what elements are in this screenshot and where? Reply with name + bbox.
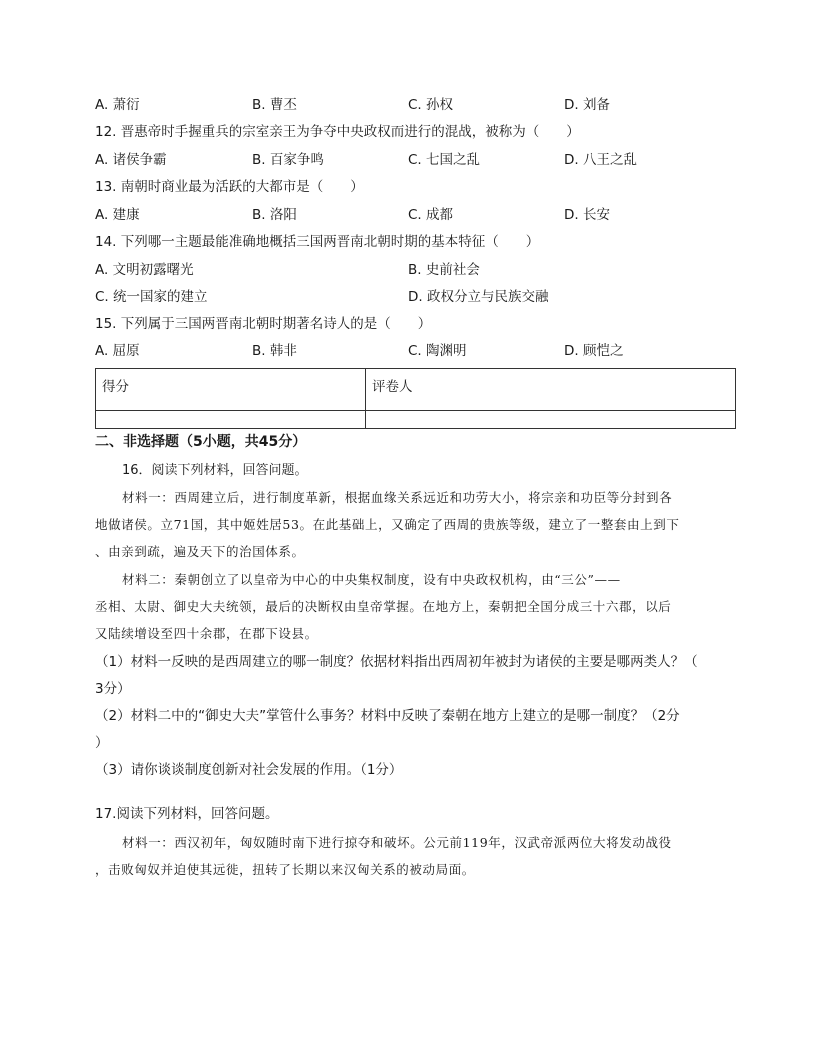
score-header: 得分 — [96, 369, 366, 411]
q11-option-a: A. 萧衍 — [95, 97, 140, 113]
q15-option-b: B. 韩非 — [252, 343, 297, 359]
q14-stem: 14. 下列哪一主题最能准确地概括三国两晋南北朝时期的基本特征（ ） — [95, 234, 540, 250]
q12-option-c: C. 七国之乱 — [408, 152, 481, 168]
q17-material1-line: ，击败匈奴并迫使其远徙，扭转了长期以来汉匈关系的被动局面。 — [95, 862, 475, 877]
q15-option-a: A. 屈原 — [95, 343, 140, 359]
section-title: 二、非选择题（5小题，共45分） — [95, 434, 307, 450]
q16-material2-line: 丞相、太尉、御史大夫统领，最后的决断权由皇帝掌握。在地方上，秦朝把全国分成三十六郡，以后 — [95, 599, 672, 614]
grader-cell — [366, 411, 736, 429]
q14-option-b: B. 史前社会 — [408, 262, 480, 278]
q13-option-b: B. 洛阳 — [252, 207, 297, 223]
q15-option-d: D. 顾恺之 — [564, 343, 624, 359]
q17-stem: 17.阅读下列材料，回答问题。 — [95, 806, 279, 822]
q16-sub2: （2）材料二中的“御史大夫”掌管什么事务？材料中反映了秦朝在地方上建立的是哪一制度？（2分 — [95, 708, 680, 724]
q12-option-a: A. 诸侯争霸 — [95, 152, 167, 168]
q13-option-a: A. 建康 — [95, 207, 140, 223]
score-cell — [96, 411, 366, 429]
q16-sub2-cont: ） — [95, 735, 109, 751]
q16-material2-line: 又陆续增设至四十余郡，在郡下设县。 — [95, 626, 318, 641]
q12-stem: 12. 晋惠帝时手握重兵的宗室亲王为争夺中央政权而进行的混战，被称为（ ） — [95, 124, 580, 140]
q11-option-d: D. 刘备 — [564, 97, 610, 113]
q11-option-b: B. 曹丕 — [252, 97, 297, 113]
q14-option-a: A. 文明初露曙光 — [95, 262, 194, 278]
q16-material1-line: 、由亲到疏，遍及天下的治国体系。 — [95, 544, 305, 559]
q15-stem: 15. 下列属于三国两晋南北朝时期著名诗人的是（ ） — [95, 316, 432, 332]
q12-option-b: B. 百家争鸣 — [252, 152, 324, 168]
q16-material1-line: 地做诸侯。立71国，其中姬姓居53。在此基础上，又确定了西周的贵族等级，建立了一整套由上到下 — [95, 517, 680, 532]
q16-sub1: （1）材料一反映的是西周建立的哪一制度？依据材料指出西周初年被封为诸侯的主要是哪两类人？（ — [95, 654, 698, 670]
q13-option-c: C. 成都 — [408, 207, 454, 223]
q16-stem: 16．阅读下列材料，回答问题。 — [122, 463, 308, 478]
q13-option-d: D. 长安 — [564, 207, 610, 223]
grader-header: 评卷人 — [366, 369, 736, 411]
q16-sub1-cont: 3分） — [95, 681, 131, 697]
score-table — [95, 368, 736, 429]
q16-material2-line: 材料二：秦朝创立了以皇帝为中心的中央集权制度，设有中央政权机构，由“三公”—— — [122, 572, 621, 587]
q14-option-d: D. 政权分立与民族交融 — [408, 289, 549, 305]
q13-stem: 13. 南朝时商业最为活跃的大都市是（ ） — [95, 179, 364, 195]
q11-option-c: C. 孙权 — [408, 97, 454, 113]
q12-option-d: D. 八王之乱 — [564, 152, 637, 168]
q15-option-c: C. 陶渊明 — [408, 343, 467, 359]
q17-material1-line: 材料一：西汉初年，匈奴随时南下进行掠夺和破坏。公元前119年，汉武帝派两位大将发动战役 — [122, 835, 672, 850]
q14-option-c: C. 统一国家的建立 — [95, 289, 208, 305]
q16-sub3: （3）请你谈谈制度创新对社会发展的作用。（1分） — [95, 762, 403, 778]
q16-material1-line: 材料一：西周建立后，进行制度革新，根据血缘关系远近和功劳大小，将宗亲和功臣等分封到各 — [122, 490, 673, 505]
